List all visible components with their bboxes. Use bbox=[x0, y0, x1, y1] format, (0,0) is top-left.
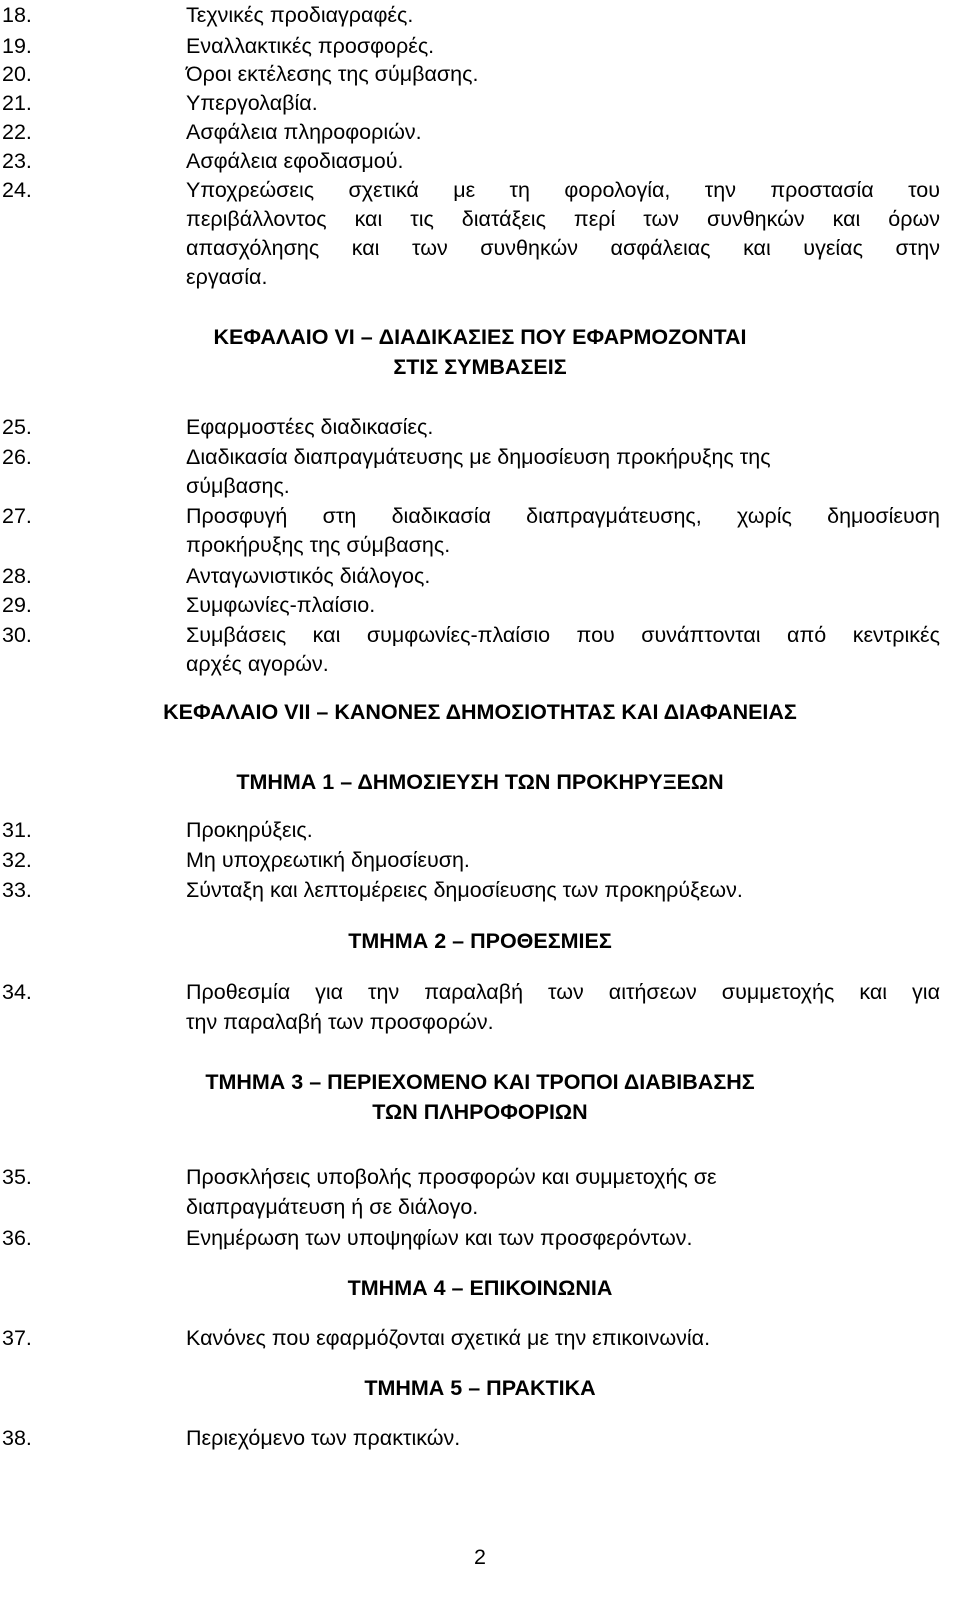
item-number: 29. bbox=[2, 593, 32, 617]
item-text: Εφαρμοστέες διαδικασίες. bbox=[186, 415, 434, 439]
item-number: 31. bbox=[2, 818, 32, 842]
item-text: Ασφάλεια εφοδιασμού. bbox=[186, 149, 404, 173]
section-heading: ΤΜΗΜΑ 2 – ΠΡΟΘΕΣΜΙΕΣ bbox=[348, 929, 612, 953]
item-number: 26. bbox=[2, 445, 32, 469]
item-text: εργασία. bbox=[186, 265, 268, 289]
item-text: Διαδικασία διαπραγμάτευσης με δημοσίευση προκήρυξης της bbox=[186, 445, 771, 469]
item-text: Υποχρεώσεις σχετικά με τη φορολογία, την προστασία του bbox=[186, 178, 940, 202]
item-number: 35. bbox=[2, 1165, 32, 1189]
item-number: 21. bbox=[2, 91, 32, 115]
item-number: 34. bbox=[2, 980, 32, 1004]
item-text: Τεχνικές προδιαγραφές. bbox=[186, 3, 414, 27]
item-number: 36. bbox=[2, 1226, 32, 1250]
item-number: 28. bbox=[2, 564, 32, 588]
section-heading: ΤΜΗΜΑ 4 – ΕΠΙΚΟΙΝΩΝΙΑ bbox=[347, 1276, 613, 1300]
item-number: 24. bbox=[2, 178, 32, 202]
item-text: περιβάλλοντος και τις διατάξεις περί των συνθηκών και όρων bbox=[186, 207, 940, 231]
item-text: Κανόνες που εφαρμόζονται σχετικά με την επικοινωνία. bbox=[186, 1326, 711, 1350]
item-number: 30. bbox=[2, 623, 32, 647]
section-heading: ΤΜΗΜΑ 3 – ΠΕΡΙΕΧΟΜΕΝΟ ΚΑΙ ΤΡΟΠΟΙ ΔΙΑΒΙΒΑΣΗΣ bbox=[205, 1070, 755, 1094]
item-text: διαπραγμάτευση ή σε διάλογο. bbox=[186, 1195, 479, 1219]
item-number: 20. bbox=[2, 62, 32, 86]
item-text: προκήρυξης της σύμβασης. bbox=[186, 533, 451, 557]
item-text: Ενημέρωση των υποψηφίων και των προσφερόντων. bbox=[186, 1226, 693, 1250]
item-text: σύμβασης. bbox=[186, 474, 290, 498]
chapter-heading: ΚΕΦΑΛΑΙΟ VII – ΚΑΝΟΝΕΣ ΔΗΜΟΣΙΟΤΗΤΑΣ ΚΑΙ ΔΙΑΦΑΝΕΙΑΣ bbox=[163, 700, 797, 724]
chapter-heading: ΚΕΦΑΛΑΙΟ VI – ΔΙΑΔΙΚΑΣΙΕΣ ΠΟΥ ΕΦΑΡΜΟΖΟΝΤΑΙ bbox=[213, 325, 747, 349]
item-text: Μη υποχρεωτική δημοσίευση. bbox=[186, 848, 470, 872]
item-text: Προσφυγή στη διαδικασία διαπραγμάτευσης, χωρίς δημοσίευση bbox=[186, 504, 940, 528]
item-text: απασχόλησης και των συνθηκών ασφάλειας και υγείας στην bbox=[186, 236, 940, 260]
item-text: την παραλαβή των προσφορών. bbox=[186, 1010, 494, 1034]
item-text: Ασφάλεια πληροφοριών. bbox=[186, 120, 422, 144]
item-number: 23. bbox=[2, 149, 32, 173]
item-text: Συμβάσεις και συμφωνίες-πλαίσιο που συνάπτονται από κεντρικές bbox=[186, 623, 940, 647]
section-heading: ΤΩΝ ΠΛΗΡΟΦΟΡΙΩΝ bbox=[372, 1100, 588, 1124]
item-text: Εναλλακτικές προσφορές. bbox=[186, 34, 435, 58]
item-text: Όροι εκτέλεσης της σύμβασης. bbox=[186, 62, 479, 86]
item-number: 27. bbox=[2, 504, 32, 528]
item-text: Σύνταξη και λεπτομέρειες δημοσίευσης των προκηρύξεων. bbox=[186, 878, 743, 902]
item-text: αρχές αγορών. bbox=[186, 652, 329, 676]
chapter-heading: ΣΤΙΣ ΣΥΜΒΑΣΕΙΣ bbox=[393, 355, 567, 379]
item-number: 37. bbox=[2, 1326, 32, 1350]
page-number: 2 bbox=[474, 1545, 486, 1569]
item-text: Συμφωνίες-πλαίσιο. bbox=[186, 593, 376, 617]
item-number: 38. bbox=[2, 1426, 32, 1450]
item-text: Ανταγωνιστικός διάλογος. bbox=[186, 564, 431, 588]
item-text: Προσκλήσεις υποβολής προσφορών και συμμετοχής σε bbox=[186, 1165, 717, 1189]
item-number: 19. bbox=[2, 34, 32, 58]
item-number: 22. bbox=[2, 120, 32, 144]
item-number: 25. bbox=[2, 415, 32, 439]
item-text: Προκηρύξεις. bbox=[186, 818, 313, 842]
item-number: 32. bbox=[2, 848, 32, 872]
item-text: Προθεσμία για την παραλαβή των αιτήσεων συμμετοχής και για bbox=[186, 980, 940, 1004]
item-text: Υπεργολαβία. bbox=[186, 91, 318, 115]
item-number: 18. bbox=[2, 3, 32, 27]
section-heading: ΤΜΗΜΑ 1 – ΔΗΜΟΣΙΕΥΣΗ ΤΩΝ ΠΡΟΚΗΡΥΞΕΩΝ bbox=[236, 770, 724, 794]
item-text: Περιεχόμενο των πρακτικών. bbox=[186, 1426, 461, 1450]
section-heading: ΤΜΗΜΑ 5 – ΠΡΑΚΤΙΚΑ bbox=[364, 1376, 596, 1400]
item-number: 33. bbox=[2, 878, 32, 902]
